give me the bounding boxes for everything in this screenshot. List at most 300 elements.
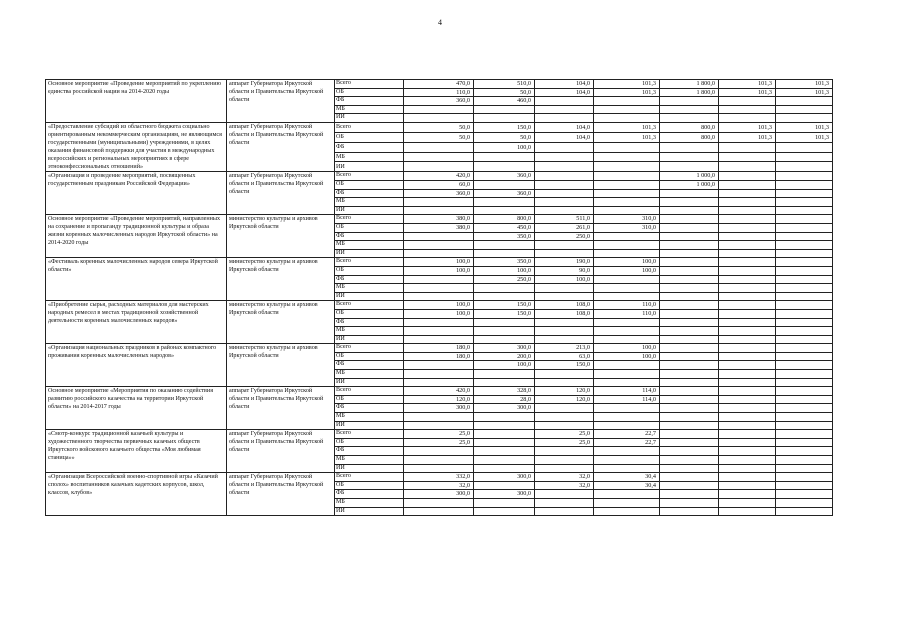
amount-cell: 460,0 [474,97,535,106]
amount-cell: 32,0 [404,481,474,490]
amount-cell: 101,3 [719,122,776,132]
funding-source: ФБ [335,404,404,413]
amount-cell: 100,0 [474,361,535,370]
amount-cell [719,232,776,241]
amount-cell: 332,0 [404,473,474,482]
funding-source: ИИ [335,249,404,258]
amount-cell [404,378,474,387]
amount-cell [719,370,776,379]
funding-source: ОБ [335,266,404,275]
table-row [46,258,833,267]
amount-cell [719,490,776,499]
amount-cell [719,395,776,404]
amount-cell [776,413,833,422]
amount-cell [535,318,594,327]
amount-cell: 30,4 [594,473,660,482]
amount-cell [660,275,719,284]
table-row [46,430,833,439]
amount-cell [719,105,776,114]
amount-cell [474,370,535,379]
funding-source: МБ [335,105,404,114]
funding-source: ИИ [335,114,404,123]
amount-cell [776,498,833,507]
funding-source: ОБ [335,223,404,232]
amount-cell: 50,0 [404,122,474,132]
amount-cell [404,241,474,250]
funding-source: ФБ [335,447,404,456]
amount-cell [776,352,833,361]
amount-cell [404,275,474,284]
amount-cell: 25,0 [404,438,474,447]
amount-cell [660,266,719,275]
amount-cell [660,206,719,215]
amount-cell [474,430,535,439]
amount-cell [719,162,776,172]
funding-source: ОБ [335,181,404,190]
amount-cell [535,241,594,250]
amount-cell [719,498,776,507]
amount-cell [404,292,474,301]
amount-cell [660,473,719,482]
funding-source: МБ [335,370,404,379]
amount-cell [535,456,594,465]
amount-cell: 300,0 [474,404,535,413]
amount-cell: 470,0 [404,80,474,89]
amount-cell [660,344,719,353]
table-row [46,215,833,224]
amount-cell: 310,0 [594,223,660,232]
amount-cell: 150,0 [474,301,535,310]
amount-cell [404,114,474,123]
amount-cell: 22,7 [594,430,660,439]
amount-cell [594,370,660,379]
funding-source: ОБ [335,88,404,97]
amount-cell: 100,0 [474,142,535,152]
amount-cell: 110,0 [594,301,660,310]
amount-cell: 100,0 [404,301,474,310]
amount-cell [474,198,535,207]
amount-cell [776,490,833,499]
amount-cell [776,223,833,232]
amount-cell [594,198,660,207]
funding-source: МБ [335,241,404,250]
amount-cell [660,421,719,430]
amount-cell [660,152,719,162]
amount-cell [660,361,719,370]
executor: министерство культуры и архивов Иркутской области [227,258,335,301]
amount-cell: 800,0 [660,132,719,142]
funding-source: Всего [335,80,404,89]
amount-cell: 50,0 [474,132,535,142]
amount-cell: 1 800,0 [660,88,719,97]
amount-cell [660,241,719,250]
amount-cell [594,447,660,456]
amount-cell: 300,0 [474,490,535,499]
amount-cell [594,241,660,250]
amount-cell [719,456,776,465]
amount-cell [776,327,833,336]
amount-cell [776,473,833,482]
amount-cell [404,507,474,516]
amount-cell [594,292,660,301]
amount-cell: 1 800,0 [660,80,719,89]
amount-cell [660,430,719,439]
amount-cell [719,507,776,516]
amount-cell: 360,0 [474,172,535,181]
amount-cell [535,447,594,456]
amount-cell: 114,0 [594,395,660,404]
amount-cell: 32,0 [535,481,594,490]
table-row [46,473,833,482]
amount-cell [660,370,719,379]
amount-cell: 250,0 [474,275,535,284]
amount-cell: 104,0 [535,88,594,97]
amount-cell: 50,0 [404,132,474,142]
amount-cell [719,327,776,336]
executor: министерство культуры и архивов Иркутской области [227,301,335,344]
amount-cell: 101,3 [719,80,776,89]
table-row [46,387,833,396]
amount-cell [660,464,719,473]
amount-cell [474,507,535,516]
amount-cell [474,318,535,327]
amount-cell: 450,0 [474,223,535,232]
amount-cell [535,370,594,379]
amount-cell [776,318,833,327]
funding-source: Всего [335,122,404,132]
amount-cell: 800,0 [474,215,535,224]
amount-cell [535,206,594,215]
amount-cell [660,292,719,301]
amount-cell: 100,0 [594,266,660,275]
amount-cell [660,378,719,387]
table-row [46,301,833,310]
amount-cell: 300,0 [404,404,474,413]
amount-cell [776,97,833,106]
amount-cell [776,114,833,123]
amount-cell [776,232,833,241]
amount-cell [594,456,660,465]
amount-cell [594,275,660,284]
amount-cell [594,114,660,123]
amount-cell [776,430,833,439]
amount-cell: 50,0 [474,88,535,97]
funding-source: МБ [335,152,404,162]
funding-source: ФБ [335,275,404,284]
amount-cell: 100,0 [535,275,594,284]
funding-source: ОБ [335,132,404,142]
funding-source: ФБ [335,142,404,152]
amount-cell [474,421,535,430]
amount-cell: 1 000,0 [660,172,719,181]
amount-cell: 328,0 [474,387,535,396]
amount-cell [776,249,833,258]
amount-cell [474,292,535,301]
funding-source: ОБ [335,481,404,490]
amount-cell [776,361,833,370]
amount-cell [404,206,474,215]
funding-source: ИИ [335,507,404,516]
amount-cell [404,456,474,465]
amount-cell: 108,0 [535,301,594,310]
amount-cell [474,181,535,190]
amount-cell [594,421,660,430]
amount-cell [776,481,833,490]
amount-cell: 101,3 [776,88,833,97]
amount-cell [776,387,833,396]
amount-cell [719,181,776,190]
funding-source: ОБ [335,395,404,404]
amount-cell: 420,0 [404,387,474,396]
funding-source: ОБ [335,309,404,318]
amount-cell [474,162,535,172]
amount-cell [660,456,719,465]
amount-cell [719,292,776,301]
funding-source: ФБ [335,232,404,241]
amount-cell [594,284,660,293]
amount-cell: 32,0 [535,473,594,482]
amount-cell [660,105,719,114]
activity-name: «Предоставление субсидий из областного бюджета социально ориентированным некоммерческим организациям, не являющимся государственными (муниципальными) учреждениями, в целях оказания финансовой поддержки для участия в международных всероссийских и региональных мероприятиях в сфере этноконфессиональных отношений» [46,122,227,171]
amount-cell [660,309,719,318]
funding-source: ИИ [335,421,404,430]
funding-source: МБ [335,456,404,465]
amount-cell [719,361,776,370]
amount-cell: 511,0 [535,215,594,224]
amount-cell: 120,0 [535,387,594,396]
amount-cell [535,335,594,344]
amount-cell [719,352,776,361]
amount-cell: 200,0 [474,352,535,361]
amount-cell [474,206,535,215]
amount-cell [660,301,719,310]
funding-source: ОБ [335,438,404,447]
amount-cell: 28,0 [474,395,535,404]
amount-cell: 150,0 [474,122,535,132]
amount-cell [776,258,833,267]
amount-cell [594,327,660,336]
amount-cell [719,266,776,275]
amount-cell [535,105,594,114]
amount-cell [535,114,594,123]
amount-cell [660,327,719,336]
amount-cell [660,387,719,396]
amount-cell [404,105,474,114]
amount-cell [776,152,833,162]
executor: министерство культуры и архивов Иркутской области [227,215,335,258]
amount-cell [404,284,474,293]
funding-source: ИИ [335,162,404,172]
amount-cell [474,447,535,456]
amount-cell [594,361,660,370]
funding-source: ФБ [335,490,404,499]
amount-cell [535,413,594,422]
amount-cell: 63,0 [535,352,594,361]
amount-cell [776,309,833,318]
activity-name: Основное мероприятие «Проведение мероприятий по укреплению единства российской нации на 2014-2020 годы [46,80,227,123]
amount-cell [719,318,776,327]
amount-cell [776,464,833,473]
funding-source: Всего [335,258,404,267]
amount-cell [660,498,719,507]
amount-cell: 180,0 [404,352,474,361]
amount-cell [404,162,474,172]
table-row [46,344,833,353]
amount-cell: 120,0 [535,395,594,404]
activity-name: Основное мероприятие «Мероприятия по оказанию содействия развитию российского казачества на территории Иркутской области» на 2014-2017 годы [46,387,227,430]
amount-cell [719,430,776,439]
amount-cell [776,370,833,379]
amount-cell [719,172,776,181]
amount-cell: 25,0 [535,430,594,439]
amount-cell: 350,0 [474,258,535,267]
amount-cell: 101,3 [594,132,660,142]
amount-cell [719,258,776,267]
amount-cell: 190,0 [535,258,594,267]
amount-cell [535,284,594,293]
amount-cell [660,447,719,456]
amount-cell: 120,0 [404,395,474,404]
amount-cell [594,464,660,473]
amount-cell: 310,0 [594,215,660,224]
amount-cell [404,361,474,370]
amount-cell [719,309,776,318]
amount-cell [660,198,719,207]
amount-cell [535,490,594,499]
amount-cell [776,206,833,215]
amount-cell [594,172,660,181]
amount-cell [535,142,594,152]
amount-cell [719,413,776,422]
funding-source: ФБ [335,361,404,370]
amount-cell: 150,0 [474,309,535,318]
amount-cell [474,413,535,422]
amount-cell [404,198,474,207]
funding-source: Всего [335,430,404,439]
amount-cell [594,206,660,215]
funding-source: МБ [335,198,404,207]
amount-cell [404,152,474,162]
amount-cell [594,318,660,327]
amount-cell [660,162,719,172]
amount-cell [719,473,776,482]
amount-cell [776,162,833,172]
funding-source: МБ [335,498,404,507]
amount-cell: 100,0 [594,258,660,267]
amount-cell [474,481,535,490]
activity-name: «Смотр-конкурс традиционной казачьей культуры и художественного творчества первичных казачьих обществ Иркутского войскового казачьего общества «Моя любимая станица»» [46,430,227,473]
amount-cell [535,464,594,473]
amount-cell [660,481,719,490]
amount-cell [660,232,719,241]
funding-source: ИИ [335,335,404,344]
amount-cell [404,318,474,327]
amount-cell [594,249,660,258]
amount-cell [474,284,535,293]
amount-cell [474,249,535,258]
amount-cell [660,249,719,258]
amount-cell [404,464,474,473]
table-row [46,122,833,132]
amount-cell [719,152,776,162]
funding-source: ИИ [335,464,404,473]
amount-cell: 101,3 [719,88,776,97]
funding-source: Всего [335,344,404,353]
funding-source: ИИ [335,206,404,215]
amount-cell [594,162,660,172]
activity-name: «Приобретение сырья, расходных материалов для мастерских народных ремесел в местах традиционной хозяйственной деятельности коренных малочисленных народов» [46,301,227,344]
funding-source: ИИ [335,378,404,387]
amount-cell [474,152,535,162]
activity-name: «Организация и проведение мероприятий, посвященных государственным праздникам Российской Федерации» [46,172,227,215]
amount-cell [660,335,719,344]
amount-cell: 60,0 [404,181,474,190]
amount-cell: 100,0 [404,309,474,318]
page-number: 4 [438,18,442,27]
amount-cell [719,438,776,447]
funding-source: Всего [335,215,404,224]
amount-cell [719,378,776,387]
amount-cell [594,404,660,413]
funding-source: Всего [335,301,404,310]
amount-cell: 1 000,0 [660,181,719,190]
table-row [46,80,833,89]
amount-cell [535,189,594,198]
funding-source: МБ [335,413,404,422]
amount-cell [776,404,833,413]
amount-cell [776,241,833,250]
amount-cell [719,142,776,152]
activity-name: «Фестиваль коренных малочисленных народов севера Иркутской области» [46,258,227,301]
amount-cell: 350,0 [474,232,535,241]
amount-cell [719,223,776,232]
amount-cell [776,447,833,456]
amount-cell [660,114,719,123]
amount-cell [594,152,660,162]
amount-cell [776,421,833,430]
amount-cell: 380,0 [404,223,474,232]
amount-cell [660,395,719,404]
amount-cell [776,284,833,293]
executor: министерство культуры и архивов Иркутской области [227,344,335,387]
amount-cell: 800,0 [660,122,719,132]
amount-cell [474,335,535,344]
amount-cell [535,404,594,413]
amount-cell [776,456,833,465]
amount-cell [660,284,719,293]
amount-cell: 300,0 [474,473,535,482]
amount-cell: 101,3 [594,80,660,89]
amount-cell [776,275,833,284]
amount-cell: 101,3 [776,132,833,142]
funding-source: Всего [335,473,404,482]
amount-cell [719,189,776,198]
amount-cell: 100,0 [404,258,474,267]
amount-cell [776,266,833,275]
amount-cell [535,292,594,301]
amount-cell [404,498,474,507]
amount-cell: 25,0 [404,430,474,439]
amount-cell [474,438,535,447]
amount-cell: 261,0 [535,223,594,232]
amount-cell [535,162,594,172]
amount-cell [776,395,833,404]
amount-cell [594,97,660,106]
amount-cell [719,284,776,293]
amount-cell [535,198,594,207]
amount-cell [776,198,833,207]
amount-cell: 100,0 [474,266,535,275]
